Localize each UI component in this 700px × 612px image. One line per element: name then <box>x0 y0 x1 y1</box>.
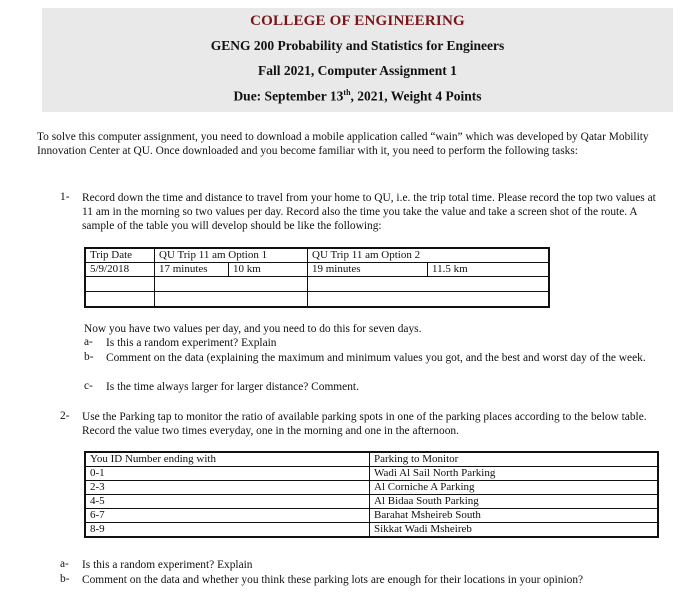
opt2-dist: 11.5 km <box>427 263 544 276</box>
sub-text: Is this a random experiment? Explain <box>106 337 277 349</box>
sub-mark: c- <box>84 380 93 392</box>
header-cell: You ID Number ending with <box>85 452 370 467</box>
parking-table <box>84 451 659 538</box>
id-cell: 8-9 <box>85 523 370 538</box>
header-cell: QU Trip 11 am Option 1 <box>155 248 308 263</box>
parking-cell: Barahat Msheireb South <box>370 509 659 523</box>
table-row <box>85 509 658 523</box>
table-row <box>85 292 549 308</box>
due-prefix: Due: September 13 <box>233 88 344 104</box>
cell-opt2 <box>308 263 550 277</box>
sub-text: Is this a random experiment? Explain <box>82 559 253 571</box>
opt2-time: 19 minutes <box>312 263 361 275</box>
id-cell: 4-5 <box>85 495 370 509</box>
header-cell: QU Trip 11 am Option 2 <box>308 248 550 263</box>
id-cell: 0-1 <box>85 467 370 481</box>
parking-cell: Al Bidaa South Parking <box>370 495 659 509</box>
table-row <box>85 467 658 481</box>
due-sup: th <box>343 88 351 97</box>
cell-opt1 <box>155 263 308 277</box>
opt1-time: 17 minutes <box>159 263 208 275</box>
header-box <box>42 8 673 112</box>
sub-mark: a- <box>60 558 69 570</box>
cell-date: 5/9/2018 <box>85 263 155 277</box>
term-title: Fall 2021, Computer Assignment 1 <box>258 63 457 78</box>
header-cell: Parking to Monitor <box>370 452 659 467</box>
sub-text: Comment on the data and whether you think these parking lots are enough for their locations in your opinion? <box>82 574 584 586</box>
task1-text: Record down the time and distance to travel from your home to QU, i.e. the trip total time. Please record the top two values at 11 am in the morning so two values per day. Record also the time you take the value and take a screen shot of the route. A sample of the table you will develop should be like the following: <box>82 192 656 232</box>
due-suffix: , 2021, Weight 4 Points <box>350 88 482 104</box>
task1-number: 1- <box>60 191 70 203</box>
parking-cell: Al Corniche A Parking <box>370 481 659 495</box>
task2-text: Use the Parking tap to monitor the ratio of available parking spots in one of the parking places according to the below table. Record the value two times everyday, one in the morning and one in the afternoon. <box>82 411 647 437</box>
sub-mark: a- <box>84 336 93 348</box>
due-line <box>42 88 673 105</box>
id-cell: 6-7 <box>85 509 370 523</box>
intro-paragraph: To solve this computer assignment, you need to download a mobile application called “wain” which was developed by Qatar Mobility Innovation Center at QU. Once downloaded and you become familiar with it, you need to perform the following tasks: <box>37 131 649 158</box>
id-cell: 2-3 <box>85 481 370 495</box>
sub-mark: b- <box>60 573 70 585</box>
sub-text: Is the time always larger for larger distance? Comment. <box>106 381 359 393</box>
sub-mark: b- <box>84 351 94 363</box>
table-row <box>85 452 658 467</box>
parking-cell: Wadi Al Sail North Parking <box>370 467 659 481</box>
table-row <box>85 277 549 292</box>
college-title: COLLEGE OF ENGINEERING <box>250 13 465 29</box>
table-row <box>85 523 658 538</box>
table-row <box>85 263 549 277</box>
header-cell: Trip Date <box>85 248 155 263</box>
table-row <box>85 495 658 509</box>
task2-number: 2- <box>60 410 70 422</box>
opt1-dist: 10 km <box>228 263 303 276</box>
table-row <box>85 248 549 263</box>
parking-cell: Sikkat Wadi Msheireb <box>370 523 659 538</box>
task1-after: Now you have two values per day, and you need to do this for seven days. <box>84 323 422 335</box>
sub-text: Comment on the data (explaining the maximum and minimum values you got, and the best and worst day of the week. <box>106 352 646 364</box>
table-row <box>85 481 658 495</box>
trip-table <box>84 247 550 308</box>
course-title: GENG 200 Probability and Statistics for Engineers <box>210 38 505 53</box>
